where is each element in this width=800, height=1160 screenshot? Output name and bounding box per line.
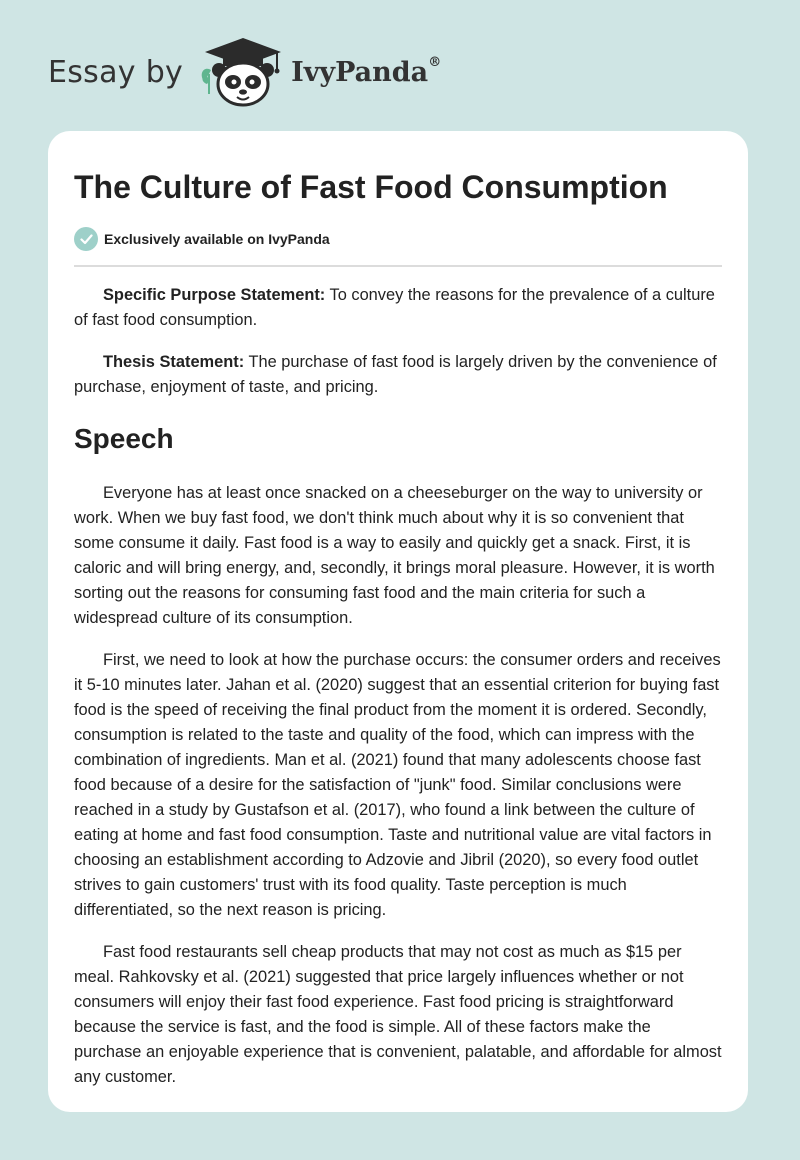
registered-mark: ® xyxy=(428,54,442,70)
check-circle-icon xyxy=(74,227,98,251)
exclusive-label: Exclusively available on IvyPanda xyxy=(104,231,330,247)
body-paragraph: First, we need to look at how the purchase occurs: the consumer orders and receives it 5-10 minutes later. Jahan et al. (2020) suggest that an essential criterion for buying fast food is the speed of receiving the final product from the moment it is ordered. Secondly, consumption is related to the taste and quality of the food, which can impress with the combination of ingredients. Man et al. (2021) found that many adolescents choose fast food because of a desire for the satisfaction of "junk" food. Similar conclusions were reached in a study by Gustafson et al. (2017), who found a link between the culture of eating at home and fast food consumption. Taste and nutritional value are vital factors in choosing an establishment according to Adzovie and Jibril (2020), so every food outlet strives to gain customers' trust with its food quality. Taste perception is much differentiated, so the next reason is pricing. xyxy=(74,651,721,919)
purpose-statement xyxy=(74,283,722,333)
purpose-label: Specific Purpose Statement: xyxy=(103,286,326,304)
section-heading: Speech xyxy=(74,423,174,454)
panda-graduation-cap-icon[interactable] xyxy=(197,36,289,108)
brand-name[interactable]: IvyPanda® xyxy=(291,54,442,88)
divider xyxy=(74,265,722,267)
page-title: The Culture of Fast Food Consumption xyxy=(74,169,668,205)
thesis-text: The purchase of fast food is largely driven by the convenience of purchase, enjoyment of taste, and pricing. xyxy=(74,353,717,396)
essay-card xyxy=(48,131,748,1112)
essay-by-label: Essay by xyxy=(48,54,184,90)
purpose-text: To convey the reasons for the prevalence of a culture of fast food consumption. xyxy=(74,286,715,329)
body-paragraph: Fast food restaurants sell cheap products that may not cost as much as $15 per meal. Rahkovsky et al. (2021) suggested that price largely influences whether or not consumers will enjoy their fast food experience. Fast food pricing is straightforward because the service is fast, and the food is simple. All of these factors make the purchase an enjoyable experience that is convenient, palatable, and affordable for almost any customer. xyxy=(74,943,722,1086)
exclusive-badge xyxy=(74,227,722,251)
thesis-statement xyxy=(74,350,722,400)
thesis-label: Thesis Statement: xyxy=(103,353,245,371)
body-paragraph: Everyone has at least once snacked on a cheeseburger on the way to university or work. When we buy fast food, we don't think much about why it is so convenient that some consume it daily. Fast food is a way to easily and quickly get a snack. First, it is caloric and will bring energy, and, secondly, it brings moral pleasure. However, it is worth sorting out the reasons for consuming fast food and the main criteria for such a widespread culture of its consumption. xyxy=(74,484,715,627)
site-header xyxy=(48,36,441,108)
